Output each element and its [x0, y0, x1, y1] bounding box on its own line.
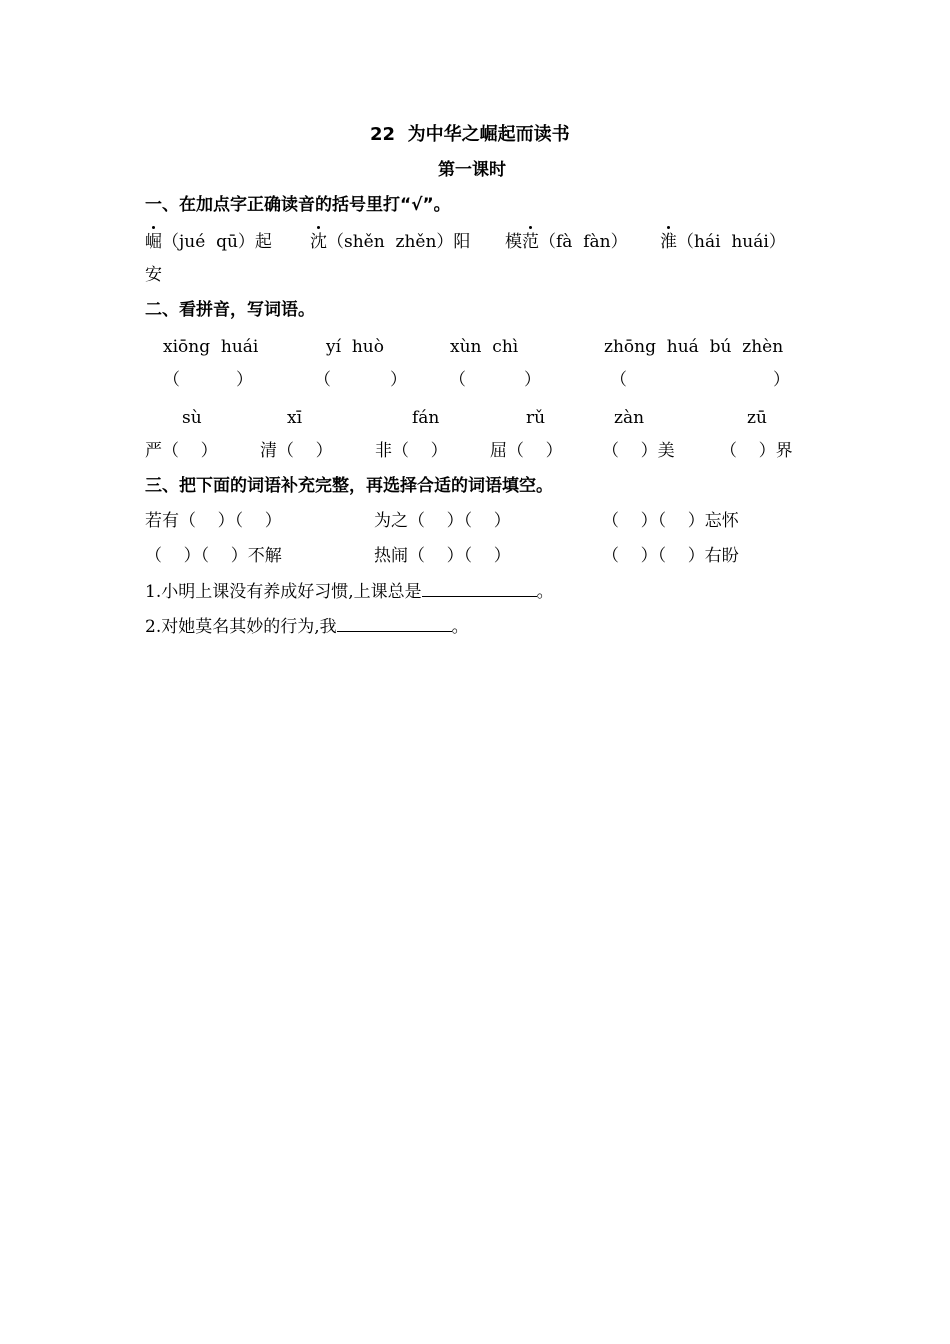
fill-question-1 — [145, 580, 554, 603]
fill-question-2 — [145, 615, 469, 638]
pronunciation-item-2 — [310, 231, 470, 253]
dotted-char: 崛 — [145, 232, 162, 252]
pinyin-label: fán — [412, 408, 440, 428]
section3-heading: 三、把下面的词语补充完整，再选择合适的词语填空。 — [145, 476, 553, 496]
pinyin-label: sù — [182, 408, 202, 428]
answer-bracket-close: ） — [773, 370, 790, 390]
idiom-blank: （ ）（ ）忘怀 — [602, 511, 739, 531]
question-text: 1.小明上课没有养成好习惯,上课总是 — [145, 582, 422, 602]
idiom-blank: 热闹（ ）（ ） — [374, 546, 511, 566]
word-blank: 严（ ） — [145, 441, 218, 461]
choice-text: （jué qū）起 — [162, 232, 272, 252]
section2-heading: 二、看拼音，写词语。 — [145, 300, 315, 320]
question-text: 2.对她莫名其妙的行为,我 — [145, 617, 337, 637]
prefix-char: 模 — [505, 232, 522, 252]
idiom-blank: 若有（ ）（ ） — [145, 511, 282, 531]
word-blank: 清（ ） — [260, 441, 333, 461]
dotted-char: 淮 — [660, 232, 677, 252]
pinyin-label: rǔ — [526, 408, 546, 428]
question-end: 。 — [451, 617, 469, 637]
answer-bracket-open: （ — [314, 370, 331, 390]
wrapped-char: 安 — [145, 265, 162, 285]
choice-text: （fà fàn） — [539, 232, 628, 252]
pinyin-label: zū — [747, 408, 767, 428]
pinyin-label: xiōng huái — [163, 337, 259, 357]
choice-text: （shěn zhěn）阳 — [327, 232, 471, 252]
lesson-subtitle: 第一课时 — [438, 160, 506, 180]
choice-text: （hái huái） — [677, 232, 786, 252]
pinyin-label: yí huò — [326, 337, 384, 357]
dotted-char: 范 — [522, 232, 539, 252]
pinyin-label: xùn chì — [450, 337, 519, 357]
pinyin-label: xī — [287, 408, 303, 428]
idiom-blank: 为之（ ）（ ） — [374, 511, 511, 531]
page-title: 22 为中华之崛起而读书 — [370, 124, 570, 145]
dotted-char: 沈 — [310, 232, 327, 252]
question-end: 。 — [536, 582, 554, 602]
pinyin-label: zàn — [614, 408, 645, 428]
pinyin-label: zhōng huá bú zhèn — [604, 337, 784, 357]
pronunciation-item-1 — [145, 231, 272, 253]
idiom-blank: （ ）（ ）不解 — [145, 546, 282, 566]
pronunciation-item-3 — [505, 231, 628, 253]
answer-line — [337, 615, 452, 632]
answer-bracket-close: ） — [524, 370, 541, 390]
answer-line — [422, 580, 537, 597]
answer-bracket-open: （ — [610, 370, 627, 390]
word-blank: （ ）界 — [720, 441, 793, 461]
word-blank: （ ）美 — [602, 441, 675, 461]
answer-bracket-close: ） — [236, 370, 253, 390]
section1-heading: 一、在加点字正确读音的括号里打“√”。 — [145, 195, 451, 215]
pronunciation-item-4 — [660, 231, 786, 253]
answer-bracket-open: （ — [449, 370, 466, 390]
answer-bracket-close: ） — [390, 370, 407, 390]
idiom-blank: （ ）（ ）右盼 — [602, 546, 739, 566]
word-blank: 屈（ ） — [490, 441, 563, 461]
word-blank: 非（ ） — [375, 441, 448, 461]
answer-bracket-open: （ — [163, 370, 180, 390]
